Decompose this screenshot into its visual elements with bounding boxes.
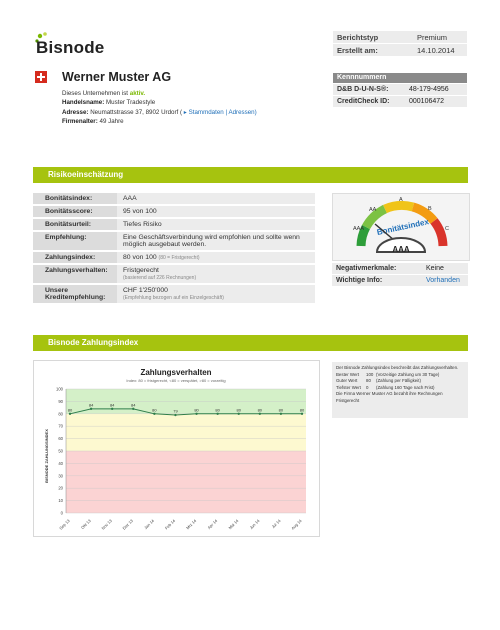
chart-band — [66, 451, 306, 513]
company-status: Dieses Unternehmen ist aktiv. — [62, 90, 146, 97]
x-tick-label: Apr 14 — [206, 518, 219, 531]
gauge-label: B — [428, 206, 432, 212]
x-tick-label: Okt 13 — [79, 518, 92, 531]
payment-section-header: Bisnode Zahlungsindex — [33, 335, 468, 351]
data-label: 80 — [67, 407, 73, 413]
risk-row: Bonitätsindex: AAA — [33, 193, 315, 204]
y-tick-label: 90 — [58, 398, 63, 404]
y-tick-label: 40 — [58, 460, 63, 466]
duns-row: D&B D-U-N-S®: 48-179-4956 — [333, 84, 467, 95]
data-point — [259, 413, 261, 415]
data-label: 80 — [299, 407, 305, 413]
data-label: 84 — [109, 402, 115, 408]
legend-row: Tiefster Wert 0 (Zahlung 160 Tage nach Frist) — [336, 384, 435, 390]
payment-chart-svg — [34, 361, 319, 536]
y-tick-label: 50 — [58, 448, 63, 454]
x-tick-label: Nov 13 — [100, 518, 113, 531]
payment-index-legend: Der Bisnode Zahlungsindex beschreibt das Zahlungsverhalten. Bester Wert 100 (Vorzeitige Zahlung um 30 Tage) Guter Wert 80 (Zahlung per Fälligkeit) Tiefster Wert 0 (Zahlung 160 Tage nach Frist) Die Firma Werner Muster AG bezahlt ihre Rechnungen Fristgerecht — [332, 362, 468, 418]
risk-row: Unsere Kreditempfehlung: CHF 1'250'000 (Empfehlung bezogen auf ein Einzelgeschäft) — [33, 285, 315, 303]
y-tick-label: 30 — [58, 473, 63, 479]
risk-row: Zahlungsindex: 80 von 100 (80 = Fristgerecht) — [33, 252, 315, 263]
x-tick-label: Jan 14 — [143, 518, 156, 531]
data-point — [90, 408, 92, 410]
identifiers-box — [333, 73, 467, 107]
y-tick-label: 70 — [58, 423, 63, 429]
wichtige-info-row: Wichtige Info: Vorhanden — [332, 275, 468, 286]
x-tick-label: Dez 13 — [121, 518, 134, 531]
payment-chart — [33, 360, 320, 537]
data-label: 84 — [88, 402, 94, 408]
y-tick-label: 10 — [58, 498, 63, 504]
x-tick-label: Feb 14 — [163, 518, 177, 531]
chart-band — [66, 414, 306, 451]
y-tick-label: 80 — [58, 411, 63, 417]
company-info — [62, 89, 257, 127]
negative-info — [332, 263, 468, 287]
x-tick-label: Mai 14 — [227, 518, 240, 531]
data-point — [216, 413, 218, 415]
x-tick-label: Aug 14 — [290, 518, 303, 531]
data-label: 80 — [278, 407, 284, 413]
gauge-label: A — [399, 197, 403, 203]
x-tick-label: Jun 14 — [248, 518, 261, 531]
data-point — [153, 413, 155, 415]
created-row: Erstellt am: 14.10.2014 — [333, 44, 467, 56]
wichtige-info-link[interactable]: Vorhanden — [426, 277, 460, 284]
adressen-link[interactable]: Adressen) — [228, 108, 257, 116]
swiss-flag-icon — [35, 71, 47, 83]
data-label: 80 — [215, 407, 220, 413]
data-point — [301, 413, 303, 415]
risk-row: Zahlungsverhalten: Fristgerecht (basierend auf 226 Rechnungen) — [33, 265, 315, 283]
risk-row: Empfehlung: Eine Geschäftsverbindung wird empfohlen und sollte wenn möglich ausgebaut werden. — [33, 232, 315, 250]
data-point — [174, 414, 176, 416]
y-tick-label: 20 — [58, 485, 63, 491]
risk-row: Bonitätsurteil: Tiefes Risiko — [33, 219, 315, 230]
risk-table — [33, 193, 315, 305]
data-label: 80 — [194, 407, 199, 413]
gauge-label: C — [445, 226, 449, 232]
data-label: 80 — [257, 407, 263, 413]
creditcheck-row: CreditCheck ID: 000106472 — [333, 96, 467, 107]
company-name: Werner Muster AG — [62, 70, 172, 84]
data-point — [280, 413, 282, 415]
legend-row: Bester Wert 100 (Vorzeitige Zahlung um 30 Tage) — [336, 371, 440, 377]
y-tick-label: 100 — [56, 386, 63, 392]
report-type-row: Berichtstyp Premium — [333, 31, 467, 43]
x-tick-label: Jul 14 — [270, 518, 282, 530]
gauge-title: Bonitätsindex — [376, 217, 430, 237]
company-tradename: Handelsname: Muster Tradestyle — [62, 99, 156, 107]
identifiers-title: Kennnummern — [333, 73, 467, 83]
data-label: 79 — [173, 408, 178, 414]
legend-row: Guter Wert 80 (Zahlung per Fälligkeit) — [336, 378, 421, 383]
x-tick-label: Mrz 14 — [185, 518, 198, 531]
gauge-label: AAA — [353, 226, 365, 232]
data-label: 80 — [152, 407, 157, 413]
y-tick-label: 60 — [58, 436, 63, 442]
data-point — [132, 408, 134, 410]
gauge-value: AAA — [392, 245, 410, 254]
bisnode-logo: Bisnode — [36, 38, 105, 57]
data-point — [69, 413, 71, 415]
gauge-svg — [333, 194, 469, 260]
data-point — [238, 413, 240, 415]
chart-title: Zahlungsverhalten — [140, 368, 212, 377]
chart-ylabel: BISNODE ZAHLUNGSINDEX — [44, 429, 49, 483]
bonitaetsindex-gauge — [332, 193, 470, 261]
y-tick-label: 0 — [60, 510, 63, 516]
gauge-label: AA — [369, 207, 377, 213]
negativmerkmale-row: Negativmerkmale: Keine — [332, 263, 468, 274]
data-label: 84 — [131, 402, 136, 408]
data-point — [111, 408, 113, 410]
stammdaten-link[interactable]: Stammdaten — [188, 108, 224, 116]
data-point — [195, 413, 197, 415]
chart-subtitle: Index: 80 = fristgerecht, <80 = verspätet, >80 = vorzeitig — [126, 378, 226, 383]
x-tick-label: Sep 13 — [58, 518, 71, 531]
risk-row: Bonitätsscore: 95 von 100 — [33, 206, 315, 217]
report-meta — [333, 31, 467, 57]
company-age: Firmenalter: 49 Jahre — [62, 118, 124, 126]
risk-section-header: Risikoeinschätzung — [33, 167, 468, 183]
company-address: Adresse: Neumattstrasse 37, 8902 Urdorf ( ▸ Stammdaten | Adressen) — [62, 108, 257, 116]
arrow-right-icon: ▸ — [183, 108, 187, 116]
data-label: 80 — [236, 407, 241, 413]
